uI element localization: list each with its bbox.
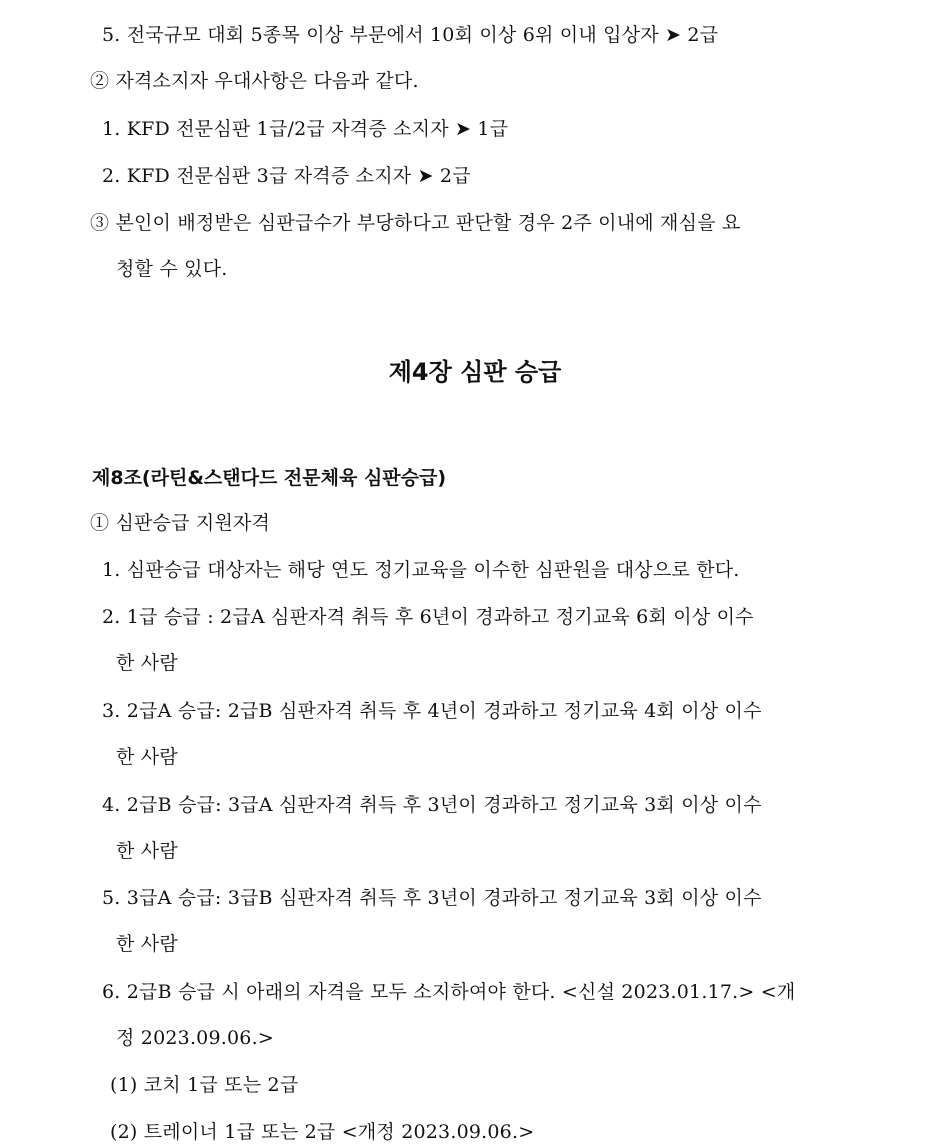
clause-1-eligibility: ① 심판승급 지원자격 bbox=[90, 512, 271, 534]
requirement-trainer: (2) 트레이너 1급 또는 2급 <개정 2023.09.06.> bbox=[110, 1121, 535, 1143]
preference-item-2: 2. KFD 전문심판 3급 자격증 소지자 ➤ 2급 bbox=[102, 165, 471, 187]
promotion-item-4: 4. 2급B 승급: 3급A 심판자격 취득 후 3년이 경과하고 정기교육 3회 이상 이수 bbox=[102, 794, 762, 816]
promotion-item-6-cont: 정 2023.09.06.> bbox=[116, 1027, 274, 1049]
promotion-item-4-cont: 한 사람 bbox=[116, 840, 178, 862]
preference-item-1: 1. KFD 전문심판 1급/2급 자격증 소지자 ➤ 1급 bbox=[102, 118, 509, 140]
clause-3-appeal: ③ 본인이 배정받은 심판급수가 부당하다고 판단할 경우 2주 이내에 재심을 요 bbox=[90, 212, 741, 234]
article-title: 제8조(라틴&스탠다드 전문체육 심판승급) bbox=[92, 467, 447, 489]
clause-3-appeal-cont: 청할 수 있다. bbox=[116, 258, 228, 280]
chapter-title: 제4장 심판 승급 bbox=[388, 358, 562, 386]
promotion-item-3-cont: 한 사람 bbox=[116, 746, 178, 768]
promotion-item-2: 2. 1급 승급 : 2급A 심판자격 취득 후 6년이 경과하고 정기교육 6회 이상 이수 bbox=[102, 606, 754, 628]
eligibility-item-5: 5. 전국규모 대회 5종목 이상 부문에서 10회 이상 6위 이내 입상자 ➤ 2급 bbox=[102, 24, 719, 46]
clause-2-preference: ② 자격소지자 우대사항은 다음과 같다. bbox=[90, 70, 419, 92]
promotion-item-3: 3. 2급A 승급: 2급B 심판자격 취득 후 4년이 경과하고 정기교육 4회 이상 이수 bbox=[102, 700, 762, 722]
promotion-item-6: 6. 2급B 승급 시 아래의 자격을 모두 소지하여야 한다. <신설 2023.01.17.> <개 bbox=[102, 981, 796, 1003]
promotion-item-2-cont: 한 사람 bbox=[116, 652, 178, 674]
promotion-item-5-cont: 한 사람 bbox=[116, 933, 178, 955]
requirement-coach: (1) 코치 1급 또는 2급 bbox=[110, 1074, 299, 1096]
promotion-item-5: 5. 3급A 승급: 3급B 심판자격 취득 후 3년이 경과하고 정기교육 3회 이상 이수 bbox=[102, 887, 762, 909]
promotion-item-1: 1. 심판승급 대상자는 해당 연도 정기교육을 이수한 심판원을 대상으로 한다. bbox=[102, 559, 740, 581]
